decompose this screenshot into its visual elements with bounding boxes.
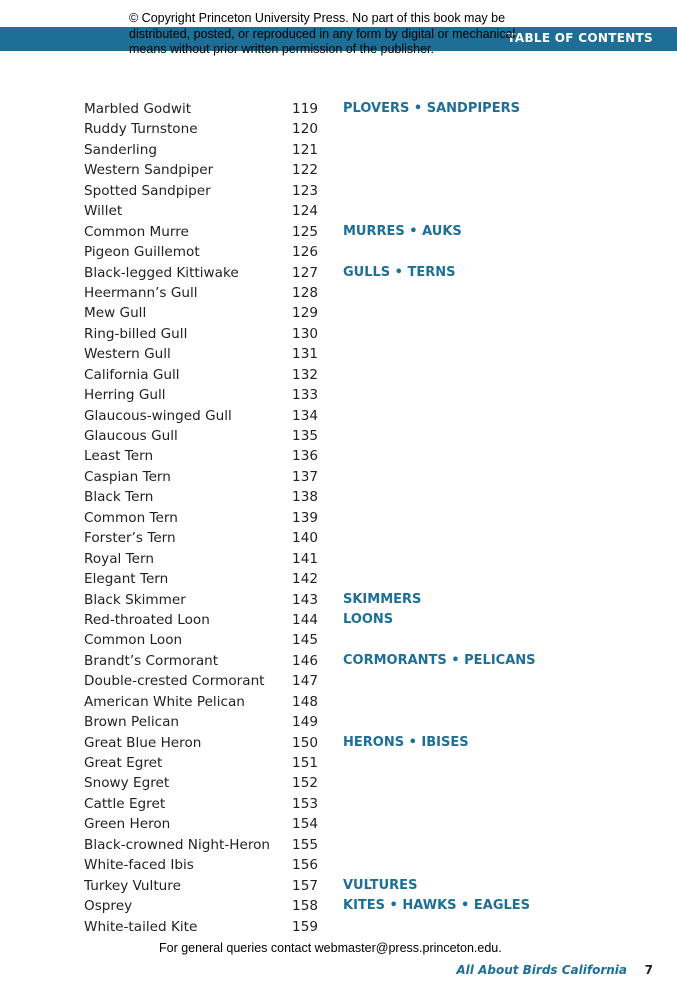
- toc-row: [84, 385, 644, 405]
- toc-entry-page: 152: [292, 775, 318, 792]
- toc-entry-name: Royal Tern: [84, 550, 154, 567]
- footer-page-number: 7: [644, 963, 653, 977]
- toc-entry-page: 154: [292, 816, 318, 833]
- toc-entry-name: White-faced Ibis: [84, 857, 194, 874]
- toc-entry-name: Cattle Egret: [84, 795, 166, 812]
- toc-row: [84, 814, 644, 834]
- toc-entry-page: 155: [292, 836, 318, 853]
- toc-entry-name: Caspian Tern: [84, 468, 171, 485]
- toc-row: [84, 242, 644, 262]
- toc-entry-page: 119: [292, 101, 318, 117]
- toc-entry-page: 129: [292, 305, 318, 322]
- toc-section-heading: VULTURES: [343, 877, 418, 893]
- toc-row: [84, 201, 644, 221]
- table-of-contents: [84, 99, 644, 937]
- toc-row: [84, 753, 644, 773]
- toc-entry-name: Herring Gull: [84, 387, 166, 404]
- copyright-notice: © Copyright Princeton University Press. No part of this book may be distributed, posted, or reproduced in any form by digital or mechanical means without prior written permission of the publisher.: [129, 11, 516, 56]
- toc-entry-page: 133: [292, 387, 318, 404]
- toc-entry-page: 136: [292, 448, 318, 465]
- toc-row: [84, 712, 644, 732]
- toc-entry-name: Common Loon: [84, 632, 183, 649]
- toc-row: [84, 630, 644, 650]
- toc-row: [84, 99, 644, 119]
- toc-entry-page: 144: [292, 611, 318, 628]
- toc-entry-page: 156: [292, 857, 318, 874]
- toc-row: [84, 671, 644, 691]
- toc-entry-page: 142: [292, 571, 318, 588]
- toc-entry-page: 130: [292, 325, 318, 342]
- toc-entry-page: 150: [292, 734, 318, 751]
- toc-row: [84, 549, 644, 569]
- toc-entry-name: Black Tern: [84, 489, 154, 506]
- toc-entry-page: 128: [292, 284, 318, 301]
- toc-section-heading: PLOVERS • SANDPIPERS: [343, 101, 520, 116]
- toc-row: [84, 876, 644, 896]
- toc-row: [84, 692, 644, 712]
- toc-entry-page: 159: [292, 918, 318, 935]
- toc-entry-name: Great Blue Heron: [84, 734, 202, 751]
- toc-entry-page: 145: [292, 632, 318, 649]
- toc-entry-page: 120: [292, 121, 318, 138]
- toc-row: [84, 303, 644, 323]
- toc-entry-name: Least Tern: [84, 448, 154, 465]
- toc-entry-name: Red-throated Loon: [84, 611, 210, 628]
- toc-row: [84, 283, 644, 303]
- toc-row: [84, 467, 644, 487]
- toc-entry-page: 132: [292, 366, 318, 383]
- toc-row: [84, 651, 644, 671]
- toc-row: [84, 365, 644, 385]
- toc-section-heading: SKIMMERS: [343, 591, 422, 607]
- toc-entry-name: Brown Pelican: [84, 714, 180, 731]
- toc-entry-name: Black-crowned Night-Heron: [84, 836, 271, 853]
- toc-row: [84, 733, 644, 753]
- toc-entry-name: Heermann’s Gull: [84, 284, 198, 301]
- toc-entry-page: 148: [292, 693, 318, 710]
- toc-row: [84, 610, 644, 630]
- toc-entry-name: Turkey Vulture: [84, 877, 181, 894]
- toc-entry-name: Elegant Tern: [84, 571, 169, 588]
- toc-entry-page: 158: [292, 898, 318, 915]
- toc-section-heading: KITES • HAWKS • EAGLES: [343, 898, 531, 914]
- toc-row: [84, 487, 644, 507]
- toc-entry-page: 147: [292, 673, 318, 690]
- toc-entry-name: Ruddy Turnstone: [84, 121, 198, 138]
- toc-entry-page: 127: [292, 264, 318, 281]
- toc-entry-name: Brandt’s Cormorant: [84, 652, 219, 669]
- toc-row: [84, 855, 644, 875]
- toc-row: [84, 324, 644, 344]
- toc-entry-name: Double-crested Cormorant: [84, 673, 265, 690]
- toc-entry-name: Green Heron: [84, 816, 171, 833]
- toc-row: [84, 160, 644, 180]
- toc-row: [84, 794, 644, 814]
- toc-section-heading: LOONS: [343, 611, 394, 627]
- toc-row: [84, 896, 644, 916]
- toc-entry-page: 137: [292, 468, 318, 485]
- toc-entry-page: 122: [292, 162, 318, 179]
- toc-row: [84, 263, 644, 283]
- toc-entry-name: Black Skimmer: [84, 591, 186, 608]
- toc-entry-name: Glaucous-winged Gull: [84, 407, 232, 424]
- footer-book-title: All About Birds California: [456, 963, 627, 977]
- toc-row: [84, 222, 644, 242]
- toc-entry-page: 131: [292, 346, 318, 363]
- toc-entry-name: Marbled Godwit: [84, 101, 192, 117]
- toc-entry-name: Snowy Egret: [84, 775, 170, 792]
- toc-entry-name: Pigeon Guillemot: [84, 244, 200, 261]
- toc-row: [84, 590, 644, 610]
- toc-entry-name: Ring-billed Gull: [84, 325, 188, 342]
- toc-row: [84, 140, 644, 160]
- toc-entry-name: Common Tern: [84, 509, 178, 526]
- toc-row: [84, 508, 644, 528]
- toc-entry-name: Osprey: [84, 898, 133, 915]
- toc-entry-name: Spotted Sandpiper: [84, 182, 211, 199]
- toc-entry-name: Common Murre: [84, 223, 189, 240]
- toc-entry-page: 143: [292, 591, 318, 608]
- toc-entry-page: 121: [292, 141, 318, 158]
- toc-entry-name: American White Pelican: [84, 693, 245, 710]
- toc-entry-page: 135: [292, 428, 318, 444]
- page-title: TABLE OF CONTENTS: [507, 31, 653, 45]
- toc-row: [84, 406, 644, 426]
- toc-entry-page: 126: [292, 244, 318, 261]
- toc-entry-page: 139: [292, 509, 318, 526]
- toc-entry-name: Western Sandpiper: [84, 162, 214, 179]
- toc-entry-name: Western Gull: [84, 346, 171, 363]
- toc-row: [84, 426, 644, 446]
- toc-row: [84, 344, 644, 364]
- toc-row: [84, 773, 644, 793]
- toc-entry-name: Mew Gull: [84, 305, 147, 322]
- toc-entry-page: 138: [292, 489, 318, 506]
- toc-entry-name: Sanderling: [84, 141, 157, 158]
- toc-entry-page: 153: [292, 795, 318, 812]
- toc-entry-page: 149: [292, 714, 318, 731]
- toc-entry-page: 125: [292, 223, 318, 240]
- toc-entry-name: Glaucous Gull: [84, 428, 178, 444]
- toc-section-heading: GULLS • TERNS: [343, 264, 456, 280]
- toc-row: [84, 119, 644, 139]
- toc-entry-page: 157: [292, 877, 318, 894]
- toc-entry-page: 123: [292, 182, 318, 199]
- toc-entry-name: Willet: [84, 203, 123, 220]
- toc-row: [84, 446, 644, 466]
- toc-entry-page: 141: [292, 550, 318, 567]
- toc-row: [84, 569, 644, 589]
- toc-section-heading: CORMORANTS • PELICANS: [343, 652, 536, 668]
- toc-entry-page: 134: [292, 407, 318, 424]
- toc-entry-name: White-tailed Kite: [84, 918, 198, 935]
- toc-section-heading: MURRES • AUKS: [343, 223, 462, 239]
- toc-entry-name: California Gull: [84, 366, 180, 383]
- toc-entry-page: 140: [292, 530, 318, 547]
- toc-row: [84, 528, 644, 548]
- toc-section-heading: HERONS • IBISES: [343, 734, 469, 750]
- toc-entry-page: 146: [292, 652, 318, 669]
- toc-entry-name: Forster’s Tern: [84, 530, 176, 547]
- toc-entry-name: Great Egret: [84, 755, 163, 771]
- toc-entry-page: 151: [292, 755, 318, 771]
- toc-row: [84, 917, 644, 937]
- toc-entry-name: Black-legged Kittiwake: [84, 264, 239, 281]
- queries-notice: For general queries contact webmaster@press.princeton.edu.: [159, 941, 502, 955]
- toc-row: [84, 835, 644, 855]
- toc-row: [84, 181, 644, 201]
- toc-entry-page: 124: [292, 203, 318, 220]
